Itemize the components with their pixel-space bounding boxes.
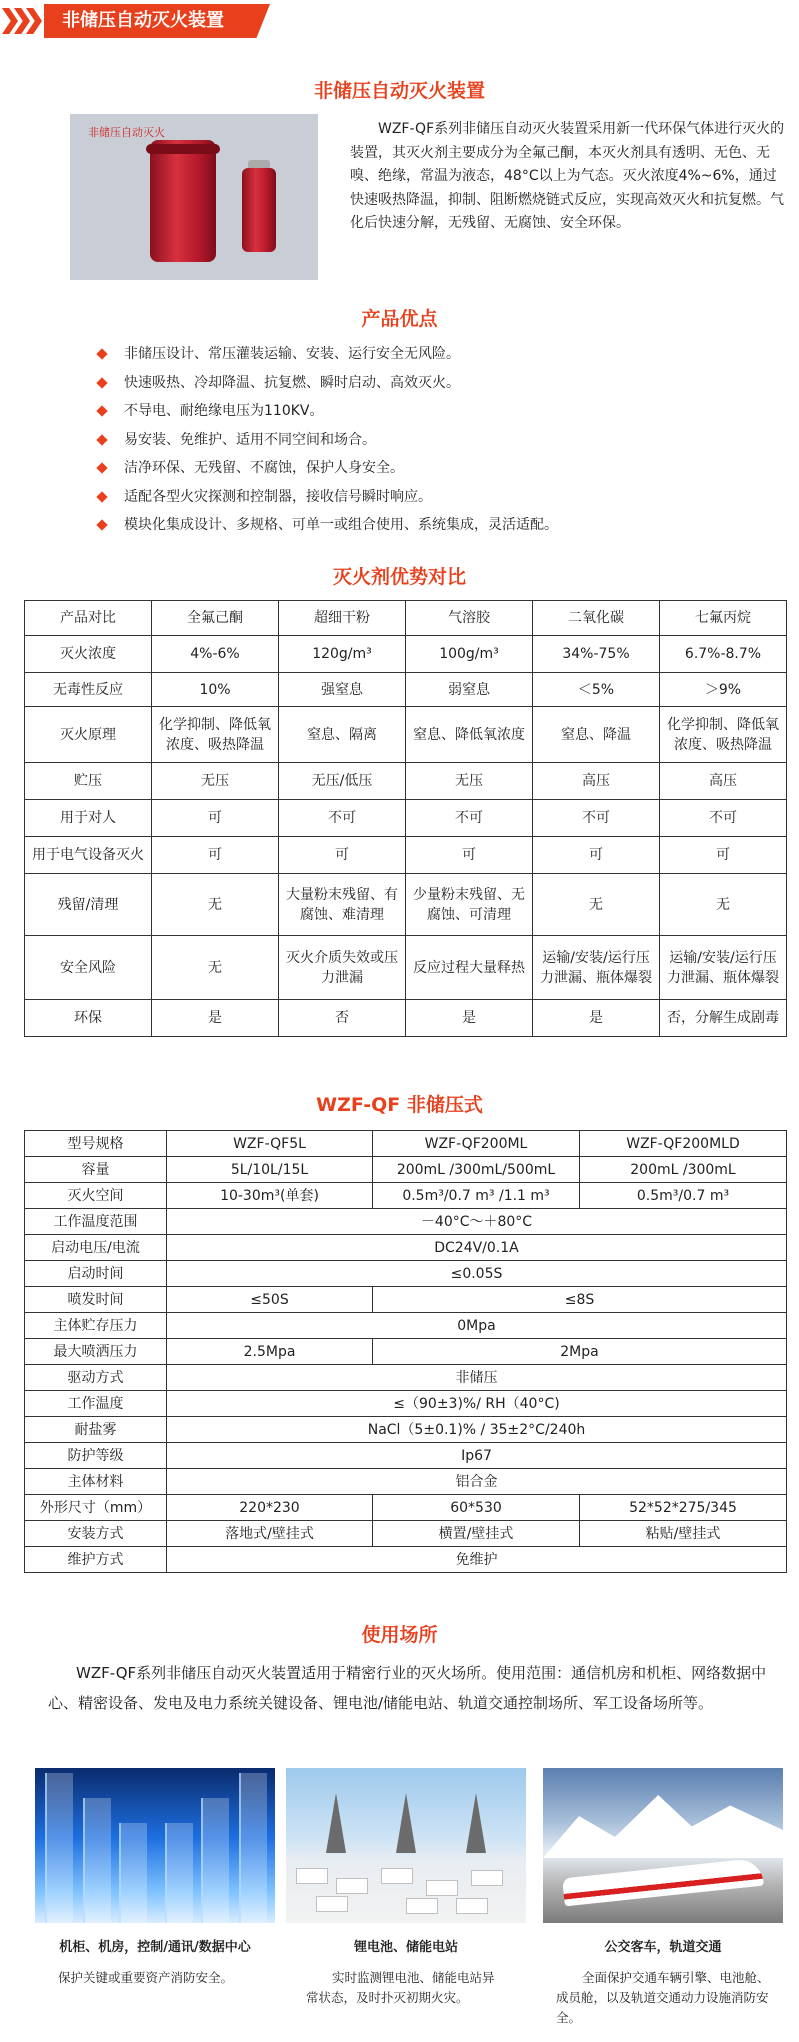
list-item: 不导电、耐绝缘电压为110KV。 <box>98 397 558 426</box>
table-cell: 34%-75% <box>533 636 660 673</box>
list-item: 快速吸热、冷却降温、抗复燃、瞬时启动、高效灭火。 <box>98 369 558 398</box>
table-row <box>25 1443 787 1469</box>
power-tower-icon <box>326 1793 346 1853</box>
row-label: 防护等级 <box>25 1443 167 1469</box>
chevron-right-icon <box>2 8 18 34</box>
table-cell: 否 <box>279 1000 406 1037</box>
table-header-cell: 超细干粉 <box>279 601 406 636</box>
specs-table <box>24 1130 787 1573</box>
row-label: 残留/清理 <box>25 874 152 936</box>
table-row <box>25 1339 787 1365</box>
table-cell: 不可 <box>406 800 533 837</box>
usage-card-caption: 公交客车，轨道交通 <box>604 1940 722 1955</box>
table-row <box>25 636 787 673</box>
table-cell: ＜5% <box>533 673 660 707</box>
table-row <box>25 874 787 936</box>
table-cell: ≤0.05S <box>167 1261 787 1287</box>
battery-module-icon <box>406 1898 438 1914</box>
table-cell: 0Mpa <box>167 1313 787 1339</box>
power-tower-icon <box>466 1793 486 1853</box>
table-cell: 可 <box>152 800 279 837</box>
rail-transit-image <box>543 1768 783 1923</box>
table-row <box>25 1287 787 1313</box>
row-label: 安装方式 <box>25 1521 167 1547</box>
table-cell: 无 <box>152 874 279 936</box>
row-label: 用于电气设备灭火 <box>25 837 152 874</box>
table-cell: 2Mpa <box>373 1339 787 1365</box>
row-label: 容量 <box>25 1157 167 1183</box>
table-cell: 弱窒息 <box>406 673 533 707</box>
table-header-cell: 七氟丙烷 <box>660 601 787 636</box>
row-label: 启动时间 <box>25 1261 167 1287</box>
table-cell: 窒息、降温 <box>533 707 660 763</box>
table-cell: 强窒息 <box>279 673 406 707</box>
row-label: 型号规格 <box>25 1131 167 1157</box>
table-cell: 窒息、降低氧浓度 <box>406 707 533 763</box>
table-cell: 少量粉末残留、无腐蚀、可清理 <box>406 874 533 936</box>
row-label: 安全风险 <box>25 936 152 1000</box>
banner-title: 非储压自动灭火装置 <box>62 10 224 31</box>
table-cell: ＞9% <box>660 673 787 707</box>
table-cell: 运输/安装/运行压力泄漏、瓶体爆裂 <box>660 936 787 1000</box>
row-label: 启动电压/电流 <box>25 1235 167 1261</box>
table-cell: 10-30m³(单套) <box>167 1183 373 1209</box>
table-cell: 6.7%-8.7% <box>660 636 787 673</box>
mountain-icon <box>543 1788 783 1858</box>
battery-module-icon <box>316 1896 348 1912</box>
table-row <box>25 1235 787 1261</box>
table-cell: 窒息、隔离 <box>279 707 406 763</box>
diamond-bullet-icon <box>96 405 107 416</box>
specs-title: WZF-QF 非储压式 <box>316 1094 483 1116</box>
row-label: 外形尺寸（mm） <box>25 1495 167 1521</box>
row-label: 耐盐雾 <box>25 1417 167 1443</box>
table-row <box>25 1365 787 1391</box>
server-rack-icon <box>165 1823 193 1923</box>
table-cell: 10% <box>152 673 279 707</box>
table-cell: 粘贴/壁挂式 <box>580 1521 787 1547</box>
battery-module-icon <box>471 1870 503 1886</box>
table-cell: 52*52*275/345 <box>580 1495 787 1521</box>
table-cell: 高压 <box>660 763 787 800</box>
table-cell: 无 <box>660 874 787 936</box>
usage-title: 使用场所 <box>361 1624 438 1646</box>
list-item: 模块化集成设计、多规格、可单一或组合使用、系统集成，灵活适配。 <box>98 511 558 540</box>
row-label: 最大喷洒压力 <box>25 1339 167 1365</box>
table-cell: 可 <box>279 837 406 874</box>
diamond-bullet-icon <box>96 462 107 473</box>
table-cell: 不可 <box>279 800 406 837</box>
diamond-bullet-icon <box>96 491 107 502</box>
battery-module-icon <box>296 1868 328 1884</box>
usage-card-caption: 机柜、机房，控制/通讯/数据中心 <box>59 1940 251 1955</box>
table-cell: 横置/壁挂式 <box>373 1521 580 1547</box>
table-cell: 铝合金 <box>167 1469 787 1495</box>
table-cell: 无压/低压 <box>279 763 406 800</box>
table-cell: 200mL /300mL <box>580 1157 787 1183</box>
row-label: 灭火浓度 <box>25 636 152 673</box>
table-cell: 是 <box>406 1000 533 1037</box>
table-row <box>25 763 787 800</box>
battery-module-icon <box>426 1880 458 1896</box>
server-rack-icon <box>83 1798 111 1923</box>
advantages-title: 产品优点 <box>361 308 438 330</box>
list-item: 非储压设计、常压灌装运输、安装、运行安全无风险。 <box>98 340 558 369</box>
table-cell: 可 <box>152 837 279 874</box>
table-row <box>25 1521 787 1547</box>
table-row <box>25 1157 787 1183</box>
table-header-cell: 产品对比 <box>25 601 152 636</box>
table-cell: －40°C～＋80°C <box>167 1209 787 1235</box>
row-label: 驱动方式 <box>25 1365 167 1391</box>
table-cell: 可 <box>660 837 787 874</box>
row-label: 工作温度范围 <box>25 1209 167 1235</box>
table-cell: 无 <box>152 936 279 1000</box>
list-item: 洁净环保、无残留、不腐蚀，保护人身安全。 <box>98 454 558 483</box>
table-cell: 可 <box>406 837 533 874</box>
row-label: 灭火空间 <box>25 1183 167 1209</box>
comparison-title: 灭火剂优势对比 <box>332 566 466 588</box>
battery-module-icon <box>336 1878 368 1894</box>
table-cell: 否，分解生成剧毒 <box>660 1000 787 1037</box>
model-cell: WZF-QF5L <box>167 1131 373 1157</box>
server-rack-icon <box>239 1773 267 1923</box>
table-row <box>25 1313 787 1339</box>
table-cell: 60*530 <box>373 1495 580 1521</box>
table-cell: 化学抑制、降低氧浓度、吸热降温 <box>660 707 787 763</box>
extinguisher-large-icon <box>150 140 216 262</box>
table-row <box>25 1391 787 1417</box>
row-label: 主体材料 <box>25 1469 167 1495</box>
table-cell: 可 <box>533 837 660 874</box>
table-cell: 0.5m³/0.7 m³ /1.1 m³ <box>373 1183 580 1209</box>
battery-module-icon <box>456 1898 488 1914</box>
server-rack-icon <box>119 1823 147 1923</box>
table-header-cell: 二氧化碳 <box>533 601 660 636</box>
table-cell: 化学抑制、降低氧浓度、吸热降温 <box>152 707 279 763</box>
table-cell: 反应过程大量释热 <box>406 936 533 1000</box>
energy-station-image <box>286 1768 526 1923</box>
table-cell: 100g/m³ <box>406 636 533 673</box>
table-cell: 200mL /300mL/500mL <box>373 1157 580 1183</box>
usage-card-caption: 锂电池、储能电站 <box>353 1940 458 1955</box>
table-cell: 220*230 <box>167 1495 373 1521</box>
battery-module-icon <box>381 1868 413 1884</box>
table-cell: 不可 <box>660 800 787 837</box>
table-cell: Ip67 <box>167 1443 787 1469</box>
table-row <box>25 936 787 1000</box>
table-row <box>25 1261 787 1287</box>
model-cell: WZF-QF200MLD <box>580 1131 787 1157</box>
table-header-cell: 气溶胶 <box>406 601 533 636</box>
train-icon <box>562 1858 764 1907</box>
usage-card-desc: 保护关键或重要资产消防安全。 <box>58 1970 234 1985</box>
table-cell: 无压 <box>152 763 279 800</box>
table-cell: 不可 <box>533 800 660 837</box>
header-banner <box>0 0 270 44</box>
table-row <box>25 1547 787 1573</box>
usage-card-desc: 实时监测锂电池、储能电站异常状态，及时扑灭初期火灾。 <box>306 1970 495 2005</box>
table-row <box>25 1131 787 1157</box>
table-row <box>25 1469 787 1495</box>
product-image-label: 非储压自动灭火 <box>88 126 165 139</box>
table-cell: ≤（90±3)%/ RH（40°C) <box>167 1391 787 1417</box>
table-row <box>25 1183 787 1209</box>
table-cell: 大量粉末残留、有腐蚀、难清理 <box>279 874 406 936</box>
table-cell: DC24V/0.1A <box>167 1235 787 1261</box>
diamond-bullet-icon <box>96 348 107 359</box>
table-row <box>25 1417 787 1443</box>
table-cell: 4%-6% <box>152 636 279 673</box>
table-cell: 落地式/壁挂式 <box>167 1521 373 1547</box>
extinguisher-cap-icon <box>146 144 220 154</box>
usage-card-desc: 全面保护交通车辆引擎、电池舱、成员舱，以及轨道交通动力设施消防安全。 <box>556 1970 770 2025</box>
table-cell: ≤8S <box>373 1287 787 1313</box>
table-row <box>25 837 787 874</box>
table-cell: 5L/10L/15L <box>167 1157 373 1183</box>
model-cell: WZF-QF200ML <box>373 1131 580 1157</box>
advantages-list <box>98 340 558 540</box>
table-header-row <box>25 601 787 636</box>
table-row <box>25 1209 787 1235</box>
table-cell: ≤50S <box>167 1287 373 1313</box>
table-row <box>25 1000 787 1037</box>
usage-text: WZF-QF系列非储压自动灭火装置适用于精密行业的灭火场所。使用范围：通信机房和机柜、网络数据中心、精密设备、发电及电力系统关键设备、锂电池/储能电站、轨道交通控制场所、军工设备场所等。 <box>48 1664 767 1712</box>
table-row <box>25 673 787 707</box>
table-row <box>25 707 787 763</box>
extinguisher-small-icon <box>242 168 276 252</box>
table-cell: 非储压 <box>167 1365 787 1391</box>
row-label: 环保 <box>25 1000 152 1037</box>
list-item: 适配各型火灾探测和控制器，接收信号瞬时响应。 <box>98 483 558 512</box>
row-label: 维护方式 <box>25 1547 167 1573</box>
table-row <box>25 1495 787 1521</box>
table-cell: NaCl（5±0.1)% / 35±2°C/240h <box>167 1417 787 1443</box>
row-label: 用于对人 <box>25 800 152 837</box>
table-cell: 2.5Mpa <box>167 1339 373 1365</box>
table-cell: 是 <box>152 1000 279 1037</box>
row-label: 喷发时间 <box>25 1287 167 1313</box>
row-label: 工作温度 <box>25 1391 167 1417</box>
server-rack-icon <box>201 1798 229 1923</box>
product-intro: WZF-QF系列非储压自动灭火装置采用新一代环保气体进行灭火的装置，其灭火剂主要成分为全氟己酮，本灭火剂具有透明、无色、无嗅、绝缘，常温为液态，48°C以上为气态。灭火浓度4%~6%，通过快速吸热降温，抑制、阻断燃烧链式反应，实现高效灭火和抗复燃。气化后快速分解，无残留、无腐蚀、安全环保。 <box>350 121 785 231</box>
table-row <box>25 800 787 837</box>
table-cell: 是 <box>533 1000 660 1037</box>
diamond-bullet-icon <box>96 519 107 530</box>
table-cell: 灭火介质失效或压力泄漏 <box>279 936 406 1000</box>
table-cell: 120g/m³ <box>279 636 406 673</box>
row-label: 主体贮存压力 <box>25 1313 167 1339</box>
table-cell: 无压 <box>406 763 533 800</box>
table-cell: 运输/安装/运行压力泄漏、瓶体爆裂 <box>533 936 660 1000</box>
table-cell: 0.5m³/0.7 m³ <box>580 1183 787 1209</box>
table-cell: 免维护 <box>167 1547 787 1573</box>
power-tower-icon <box>396 1793 416 1853</box>
row-label: 灭火原理 <box>25 707 152 763</box>
diamond-bullet-icon <box>96 377 107 388</box>
table-header-cell: 全氟己酮 <box>152 601 279 636</box>
list-item: 易安装、免维护、适用不同空间和场合。 <box>98 426 558 455</box>
server-rack-icon <box>45 1773 73 1923</box>
comparison-table <box>24 600 787 1037</box>
datacenter-image <box>35 1768 275 1923</box>
product-image <box>70 114 318 280</box>
table-cell: 高压 <box>533 763 660 800</box>
row-label: 无毒性反应 <box>25 673 152 707</box>
diamond-bullet-icon <box>96 434 107 445</box>
row-label: 贮压 <box>25 763 152 800</box>
product-title: 非储压自动灭火装置 <box>313 80 485 102</box>
table-cell: 无 <box>533 874 660 936</box>
